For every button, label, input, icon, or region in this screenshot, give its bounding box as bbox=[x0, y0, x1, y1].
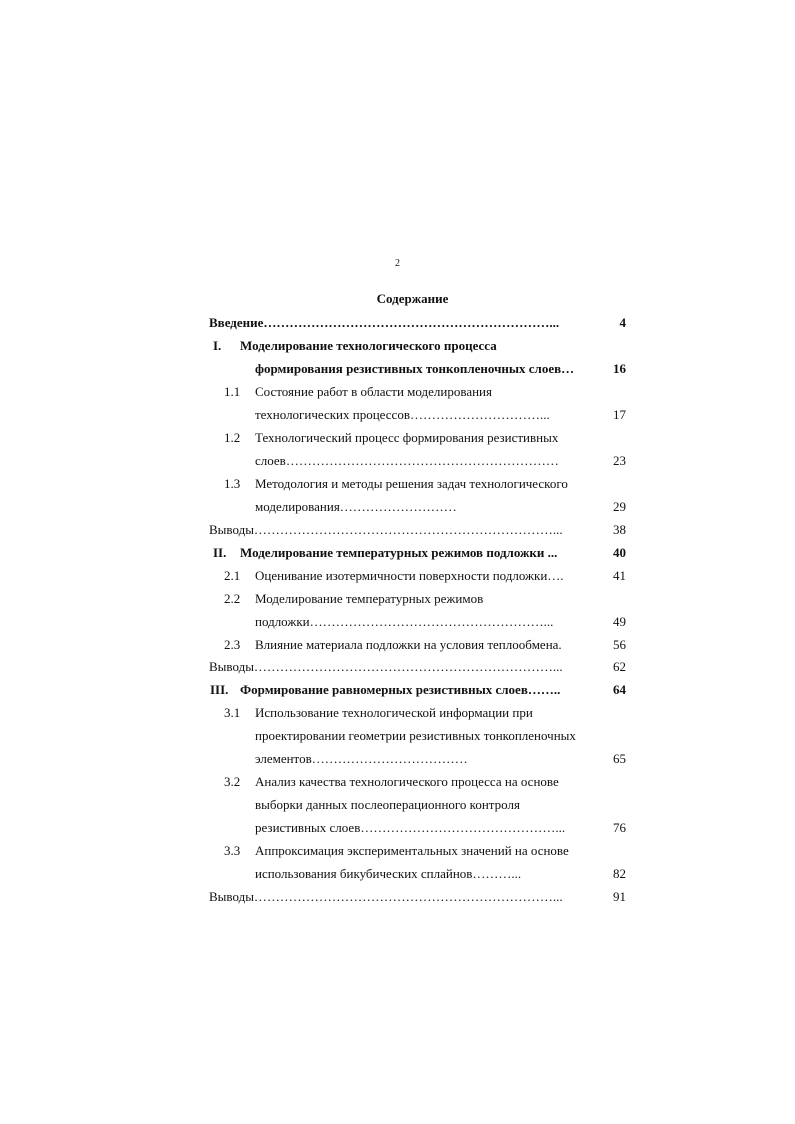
toc-s23-num: 2.3 bbox=[224, 637, 241, 652]
toc-conclusions-1: Выводы……………………………………………………………... bbox=[209, 522, 563, 537]
toc-conclusions-1-page: 38 bbox=[613, 522, 626, 537]
toc-s11-page: 17 bbox=[613, 407, 626, 422]
toc-intro-page: 4 bbox=[619, 315, 626, 330]
toc-s12-page: 23 bbox=[613, 453, 626, 468]
toc-s32-line3: резистивных слоев………………………………………... bbox=[255, 820, 566, 835]
toc-conclusions-2-page: 62 bbox=[613, 659, 626, 674]
toc-s32-line1: Анализ качества технологического процесса на основе bbox=[255, 774, 559, 789]
toc-s33-line2: использования бикубических сплайнов………... bbox=[255, 866, 522, 881]
toc-s12-num: 1.2 bbox=[224, 430, 241, 445]
toc-ch1-line1: Моделирование технологического процесса bbox=[240, 338, 497, 353]
toc-title: Содержание bbox=[376, 291, 449, 306]
toc-ch1-page: 16 bbox=[613, 361, 626, 376]
toc-s31-line1: Использование технологической информации при bbox=[255, 705, 533, 720]
toc-s11-line2: технологических процессов…………………………... bbox=[255, 407, 550, 422]
toc-s31-page: 65 bbox=[613, 751, 626, 766]
toc-ch2-num: II. bbox=[213, 545, 227, 560]
toc-s32-page: 76 bbox=[613, 820, 626, 835]
toc-ch1-num: I. bbox=[213, 338, 222, 353]
toc-ch3-page: 64 bbox=[613, 682, 626, 697]
toc-intro: Введение…………………………………………………………... bbox=[209, 315, 560, 330]
toc-s21-num: 2.1 bbox=[224, 568, 241, 583]
toc-s33-num: 3.3 bbox=[224, 843, 241, 858]
toc-s22-num: 2.2 bbox=[224, 591, 241, 606]
toc-s13-page: 29 bbox=[613, 499, 626, 514]
toc-ch3-num: III. bbox=[210, 682, 229, 697]
toc-conclusions-3-page: 91 bbox=[613, 889, 626, 904]
toc-ch2-page: 40 bbox=[613, 545, 626, 560]
toc-ch1-line2: формирования резистивных тонкопленочных слоев… bbox=[255, 361, 575, 376]
toc-s22-page: 49 bbox=[613, 614, 626, 629]
toc-s33-line1: Аппроксимация экспериментальных значений на основе bbox=[255, 843, 569, 858]
toc-conclusions-3: Выводы……………………………………………………………... bbox=[209, 889, 563, 904]
toc-s31-num: 3.1 bbox=[224, 705, 241, 720]
toc-s32-line2: выборки данных послеоперационного контроля bbox=[255, 797, 520, 812]
toc-s11-num: 1.1 bbox=[224, 384, 241, 399]
toc-s31-line2: проектировании геометрии резистивных тонкопленочных bbox=[255, 728, 576, 743]
toc-s11-line1: Состояние работ в области моделирования bbox=[255, 384, 492, 399]
toc-s23-page: 56 bbox=[613, 637, 626, 652]
toc-s33-page: 82 bbox=[613, 866, 626, 881]
toc-s32-num: 3.2 bbox=[224, 774, 241, 789]
toc-conclusions-2: Выводы……………………………………………………………... bbox=[209, 659, 563, 674]
toc-ch3-line1: Формирование равномерных резистивных слоев…….. bbox=[240, 682, 561, 697]
toc-s21-line1: Оценивание изотермичности поверхности подложки…. bbox=[255, 568, 564, 583]
toc-s31-line3: элементов……………………………… bbox=[255, 751, 468, 766]
toc-s23-line1: Влияние материала подложки на условия теплообмена. bbox=[255, 637, 562, 652]
toc-ch2-line1: Моделирование температурных режимов подложки ... bbox=[240, 545, 558, 560]
toc-s22-line2: подложки………………………………………………... bbox=[255, 614, 554, 629]
toc-s22-line1: Моделирование температурных режимов bbox=[255, 591, 484, 606]
page-number: 2 bbox=[395, 258, 400, 269]
toc-s13-num: 1.3 bbox=[224, 476, 241, 491]
toc-s21-page: 41 bbox=[613, 568, 626, 583]
toc-s12-line2: слоев……………………………………………………… bbox=[255, 453, 559, 468]
toc-s13-line2: моделирования……………………… bbox=[255, 499, 457, 514]
toc-s13-line1: Методология и методы решения задач технологического bbox=[255, 476, 568, 491]
toc-s12-line1: Технологический процесс формирования резистивных bbox=[255, 430, 559, 445]
